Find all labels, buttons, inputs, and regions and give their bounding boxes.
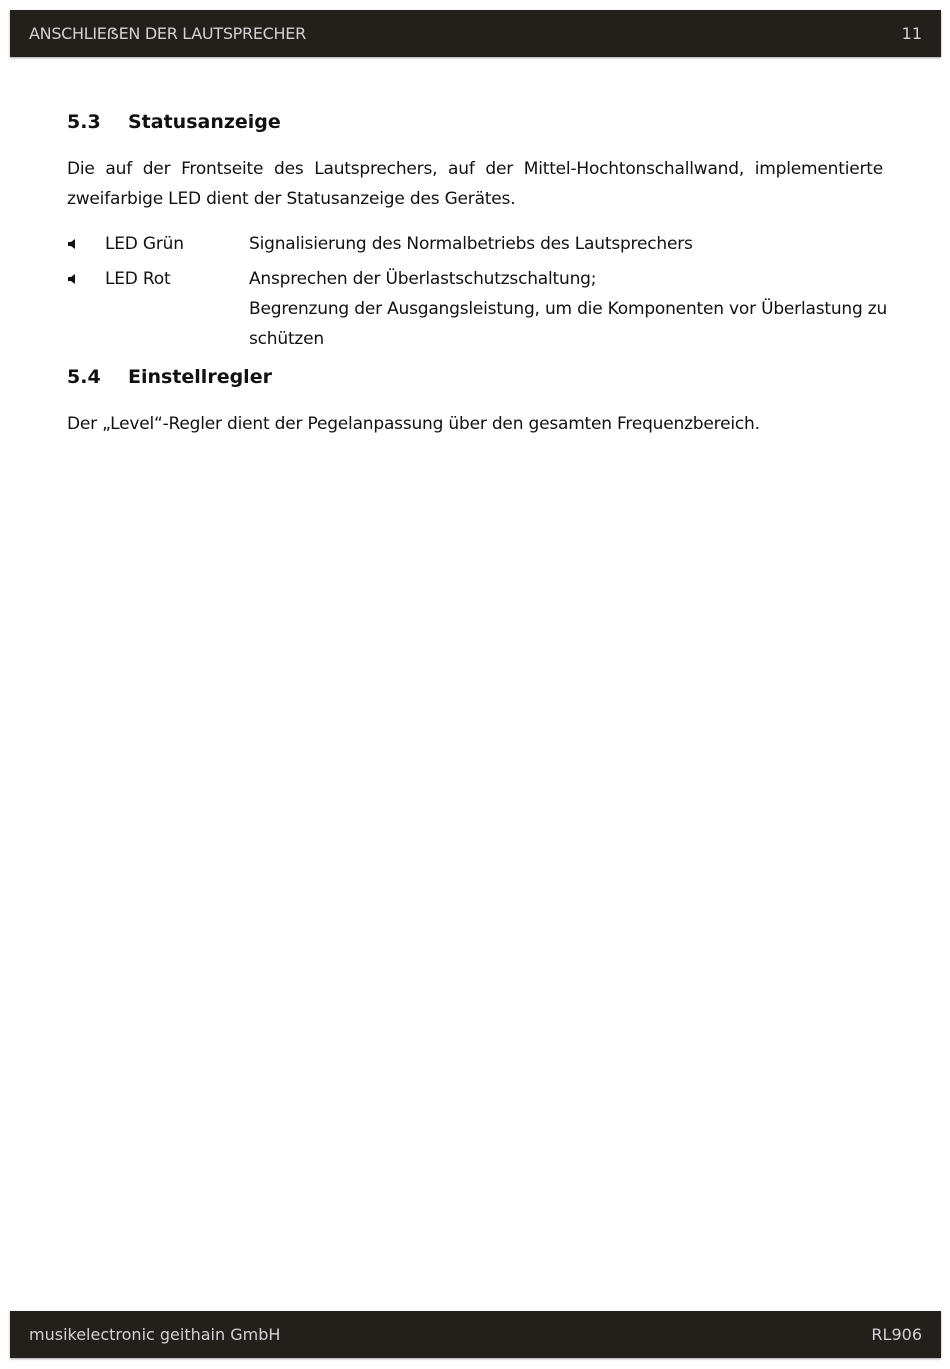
list-item-label: LED Grün bbox=[105, 234, 184, 254]
list-item-label: LED Rot bbox=[105, 269, 171, 289]
section-title: Einstellregler bbox=[128, 366, 272, 388]
footer-company: musikelectronic geithain GmbH bbox=[29, 1325, 281, 1344]
section-heading-5-4 bbox=[67, 366, 272, 388]
header-title: ANSCHLIEẞEN DER LAUTSPRECHER bbox=[29, 24, 306, 43]
section-number: 5.4 bbox=[67, 366, 101, 388]
footer-model: RL906 bbox=[871, 1325, 922, 1344]
page-number: 11 bbox=[901, 24, 922, 43]
page-footer bbox=[10, 1311, 941, 1358]
einstellregler-paragraph: Der „Level“-Regler dient der Pegelanpassung über den gesamten Frequenzbereich. bbox=[67, 414, 760, 434]
list-item-description bbox=[249, 229, 883, 259]
description-line: Begrenzung der Ausgangsleistung, um die Komponenten vor Überlastung zu bbox=[249, 299, 888, 319]
section-heading-5-3 bbox=[67, 111, 281, 133]
speaker-icon bbox=[67, 273, 79, 285]
description-line: Signalisierung des Normalbetriebs des Lautsprechers bbox=[249, 234, 693, 254]
list-item-description bbox=[249, 264, 888, 354]
section-title: Statusanzeige bbox=[128, 111, 281, 133]
description-line: Ansprechen der Überlastschutzschaltung; bbox=[249, 269, 597, 289]
description-line: schützen bbox=[249, 329, 324, 349]
section-number: 5.3 bbox=[67, 111, 101, 133]
page-header bbox=[10, 10, 941, 57]
speaker-icon bbox=[67, 238, 79, 250]
statusanzeige-paragraph: Die auf der Frontseite des Lautsprechers, auf der Mittel-Hochtonschallwand, implementierte zweifarbige LED dient der Statusanzeige des Gerätes. bbox=[67, 159, 883, 209]
